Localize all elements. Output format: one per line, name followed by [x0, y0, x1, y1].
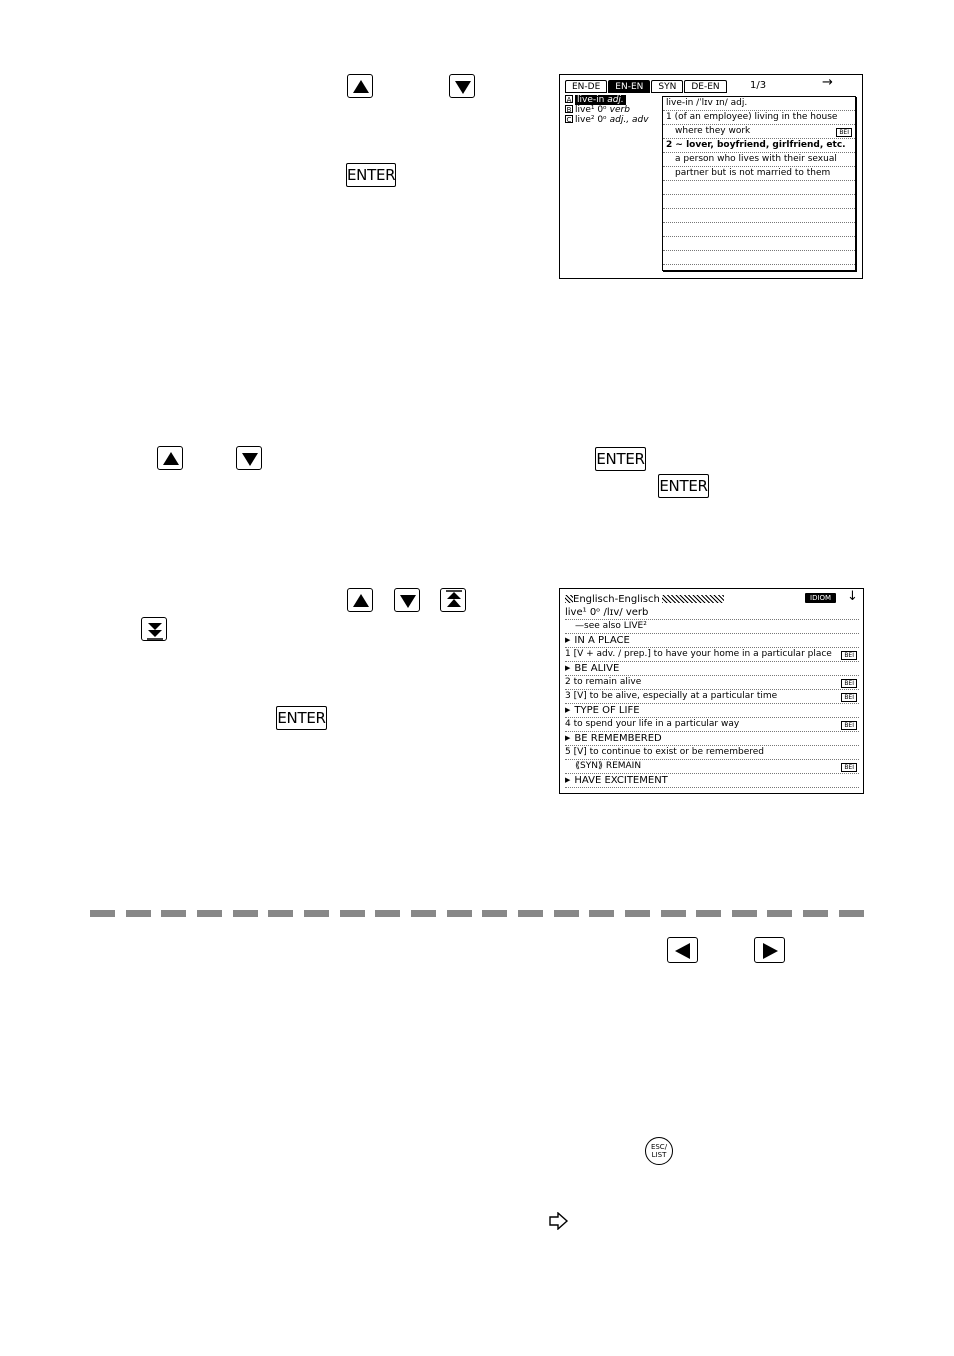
- list-word: live-in: [577, 95, 605, 105]
- example-badge[interactable]: BEI: [841, 763, 857, 772]
- example-badge[interactable]: BEI: [841, 651, 857, 660]
- definition-text: 1 (of an employee) living in the house: [666, 112, 838, 122]
- example-badge[interactable]: BEI: [841, 721, 857, 730]
- down-triangle-icon: [395, 589, 421, 613]
- down-triangle-icon: [237, 447, 263, 471]
- entry-text: 2 to remain alive: [565, 677, 642, 687]
- tab-bar: [565, 80, 728, 93]
- dash-segment: [304, 910, 329, 917]
- definition-text: partner but is not married to them: [675, 168, 831, 178]
- enter-key-4: ENTER: [276, 706, 327, 730]
- entry-text: BE REMEMBERED: [574, 733, 662, 744]
- entry-text: 1 [V + adv. / prep.] to have your home in a particular place: [565, 649, 832, 659]
- dash-segment: [554, 910, 579, 917]
- definition-line: [663, 251, 855, 265]
- entry-line: [565, 760, 859, 774]
- list-pos: adj.: [607, 95, 624, 105]
- enter-key-2: ENTER: [595, 447, 646, 471]
- dash-segment: [839, 910, 864, 917]
- entry-text: live¹ 0ᵒ /lɪv/ verb: [565, 607, 649, 618]
- section-heading[interactable]: [565, 732, 859, 746]
- dash-segment: [518, 910, 543, 917]
- definition-line: [663, 195, 855, 209]
- entry-text: 4 to spend your life in a particular way: [565, 719, 740, 729]
- triangle-bullet-icon: ▶: [565, 776, 571, 784]
- tab-en-de[interactable]: EN-DE: [565, 80, 607, 93]
- entry-line: [565, 746, 859, 760]
- dash-segment: [661, 910, 686, 917]
- dash-segment: [375, 910, 400, 917]
- definition-line: [663, 97, 855, 111]
- dash-segment: [90, 910, 115, 917]
- esc-label: ESC/: [650, 1143, 668, 1151]
- right-triangle-icon: [755, 938, 786, 964]
- up-triangle-icon: [348, 75, 374, 99]
- entry-text: HAVE EXCITEMENT: [574, 775, 668, 786]
- list-letter: B: [566, 106, 572, 114]
- tab-de-en[interactable]: DE-EN: [684, 80, 726, 93]
- dash-segment: [161, 910, 186, 917]
- definition-text: 2 ∼ lover, boyfriend, girlfriend, etc.: [666, 140, 846, 150]
- dash-segment: [767, 910, 792, 917]
- dictionary-screen-2: [559, 588, 864, 794]
- page-down-key: [141, 617, 167, 641]
- down-arrow-key-1: [449, 74, 475, 98]
- list-item[interactable]: [565, 95, 665, 105]
- down-arrow-key-3: [394, 588, 420, 612]
- enter-key-1: ENTER: [346, 163, 396, 187]
- double-up-triangle-icon: [441, 589, 467, 613]
- hatch-pattern: [662, 595, 724, 603]
- page-indicator: 1/3: [750, 80, 767, 91]
- dash-segment: [696, 910, 721, 917]
- list-item[interactable]: [565, 115, 665, 125]
- entry-line: [565, 676, 859, 690]
- dictionary-screen-1: [559, 74, 863, 279]
- section-heading[interactable]: [565, 634, 859, 648]
- triangle-bullet-icon: ▶: [565, 636, 571, 644]
- down-arrow-key-2: [236, 446, 262, 470]
- right-arrow-icon: →: [822, 75, 833, 90]
- dash-segment: [268, 910, 293, 917]
- definition-line: [663, 237, 855, 251]
- enter-key-3: ENTER: [658, 474, 709, 498]
- entry-line: [565, 620, 859, 634]
- definition-line: [663, 139, 855, 153]
- dash-segment: [233, 910, 258, 917]
- example-badge[interactable]: BEI: [841, 679, 857, 688]
- page-up-key: [440, 588, 466, 612]
- definition-text: where they work: [675, 126, 751, 136]
- up-arrow-key-2: [157, 446, 183, 470]
- dash-segment: [482, 910, 507, 917]
- entry-line: [565, 606, 859, 620]
- definition-line: [663, 209, 855, 223]
- dash-segment: [447, 910, 472, 917]
- dash-segment: [625, 910, 650, 917]
- double-down-triangle-icon: [142, 618, 168, 642]
- entry-line: [565, 648, 859, 662]
- down-arrow-icon: ↓: [847, 589, 858, 604]
- definition-line: [663, 111, 855, 125]
- example-badge[interactable]: BEI: [836, 128, 852, 137]
- list-letter: A: [566, 96, 572, 104]
- dash-segment: [589, 910, 614, 917]
- header-title: Englisch-Englisch: [573, 594, 660, 605]
- definition-line: [663, 181, 855, 195]
- definition-line: [663, 153, 855, 167]
- definition-line: [663, 167, 855, 181]
- idiom-badge[interactable]: IDIOM: [805, 593, 836, 603]
- dash-segment: [411, 910, 436, 917]
- down-triangle-icon: [450, 75, 476, 99]
- example-badge[interactable]: BEI: [841, 693, 857, 702]
- hollow-right-arrow-icon: [549, 1212, 569, 1230]
- section-heading[interactable]: [565, 662, 859, 676]
- entry-text: ⟪SYN⟫ REMAIN: [575, 761, 642, 771]
- result-list: [565, 95, 665, 125]
- definition-line: [663, 223, 855, 237]
- dash-segment: [126, 910, 151, 917]
- section-heading[interactable]: [565, 704, 859, 718]
- triangle-bullet-icon: ▶: [565, 706, 571, 714]
- tab-en-en[interactable]: EN-EN: [608, 80, 650, 93]
- definition-text: a person who lives with their sexual: [675, 154, 837, 164]
- hatch-pattern: [565, 595, 573, 603]
- entry-text: —see also LIVE²: [575, 621, 647, 631]
- left-triangle-icon: [668, 938, 699, 964]
- list-letter: C: [566, 116, 572, 124]
- entry-list: [565, 606, 859, 788]
- list-label: LIST: [651, 1151, 667, 1159]
- definition-text: live-in /ˈlɪv ɪn/ adj.: [666, 98, 748, 108]
- entry-text: BE ALIVE: [574, 663, 620, 674]
- right-arrow-key: [754, 937, 785, 963]
- entry-line: [565, 690, 859, 704]
- dash-segment: [803, 910, 828, 917]
- left-arrow-key: [667, 937, 698, 963]
- up-arrow-key-1: [347, 74, 373, 98]
- tab-syn[interactable]: SYN: [651, 80, 683, 93]
- dashed-separator: [90, 910, 864, 917]
- entry-text: 5 [V] to continue to exist or be remembered: [565, 747, 764, 757]
- triangle-bullet-icon: ▶: [565, 734, 571, 742]
- definition-popup: [662, 96, 856, 271]
- section-heading[interactable]: [565, 774, 859, 788]
- esc-list-key: [645, 1137, 673, 1165]
- up-triangle-icon: [158, 447, 184, 471]
- list-word: live² 0ᵒ: [575, 115, 607, 125]
- entry-text: IN A PLACE: [574, 635, 630, 646]
- dash-segment: [340, 910, 365, 917]
- list-word: live¹ 0ᵒ: [575, 105, 607, 115]
- list-item[interactable]: [565, 105, 665, 115]
- dash-segment: [197, 910, 222, 917]
- dash-segment: [732, 910, 757, 917]
- list-pos: adj., adv: [609, 115, 649, 125]
- definition-line: [663, 125, 855, 139]
- triangle-bullet-icon: ▶: [565, 664, 571, 672]
- list-pos: verb: [609, 105, 630, 115]
- up-triangle-icon: [348, 589, 374, 613]
- entry-text: 3 [V] to be alive, especially at a particular time: [565, 691, 778, 701]
- entry-text: TYPE OF LIFE: [574, 705, 640, 716]
- up-arrow-key-3: [347, 588, 373, 612]
- entry-line: [565, 718, 859, 732]
